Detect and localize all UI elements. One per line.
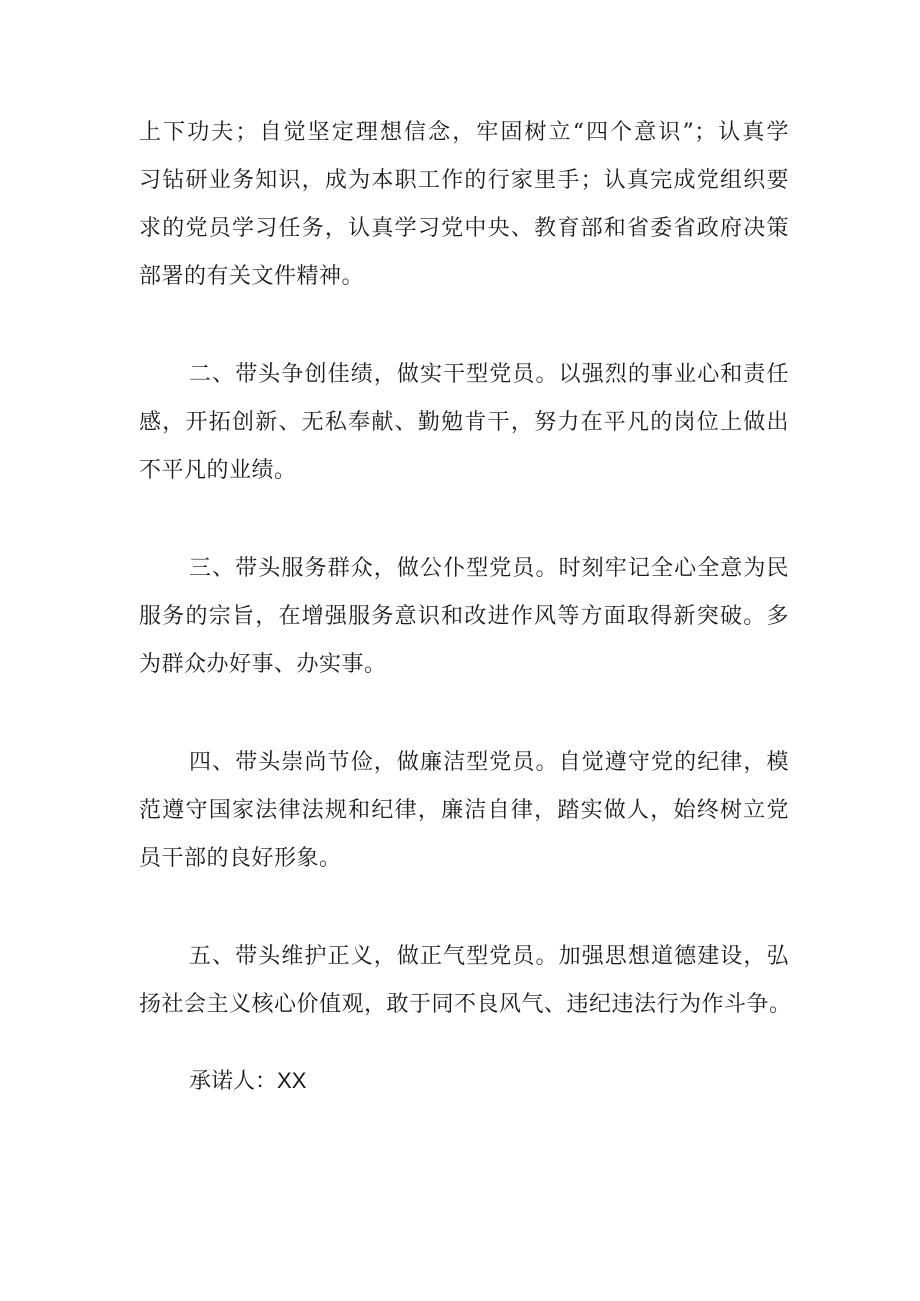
- paragraph-line: 不平凡的业绩。: [139, 458, 297, 483]
- signature-value: XX: [277, 1068, 307, 1093]
- paragraph-line: 服务的宗旨，在增强服务意识和改进作风等方面取得新突破。多: [139, 604, 789, 629]
- paragraph-1: [139, 109, 789, 301]
- paragraph-2: [139, 351, 789, 495]
- paragraph-line: 部署的有关文件精神。: [139, 264, 365, 289]
- paragraph-4: [139, 739, 789, 883]
- paragraph-spacer: [139, 883, 789, 933]
- paragraph-line: 五、带头维护正义，做正气型党员。加强思想道德建设，弘: [189, 944, 789, 969]
- paragraph-line: 范遵守国家法律法规和纪律，廉洁自律，踏实做人，始终树立党: [139, 798, 789, 823]
- paragraph-5: [139, 933, 792, 1029]
- paragraph-line: 四、带头崇尚节俭，做廉洁型党员。自觉遵守党的纪律，模: [189, 750, 789, 775]
- paragraph-spacer: [139, 1029, 789, 1057]
- paragraph-line: 员干部的良好形象。: [139, 846, 342, 871]
- paragraph-line: 求的党员学习任务，认真学习党中央、教育部和省委省政府决策: [139, 216, 789, 241]
- paragraph-spacer: [139, 301, 789, 351]
- document-body: [139, 109, 792, 1105]
- paragraph-spacer: [139, 689, 789, 739]
- paragraph-line: 上下功夫；自觉坚定理想信念，牢固树立“四个意识”；认真学: [139, 120, 789, 145]
- paragraph-line: 感，开拓创新、无私奉献、勤勉肯干，努力在平凡的岗位上做出: [139, 410, 789, 435]
- paragraph-3: [139, 545, 789, 689]
- signature-line: [139, 1057, 789, 1105]
- paragraph-line: 三、带头服务群众，做公仆型党员。时刻牢记全心全意为民: [189, 556, 789, 581]
- paragraph-line: 习钻研业务知识，成为本职工作的行家里手；认真完成党组织要: [139, 168, 789, 193]
- paragraph-line: 扬社会主义核心价值观，敢于同不良风气、违纪违法行为作斗争。: [139, 992, 792, 1017]
- paragraph-spacer: [139, 495, 789, 545]
- paragraph-line: 为群众办好事、办实事。: [139, 652, 387, 677]
- signature-label: 承诺人：: [189, 1069, 278, 1094]
- paragraph-line: 二、带头争创佳绩，做实干型党员。以强烈的事业心和责任: [189, 362, 789, 387]
